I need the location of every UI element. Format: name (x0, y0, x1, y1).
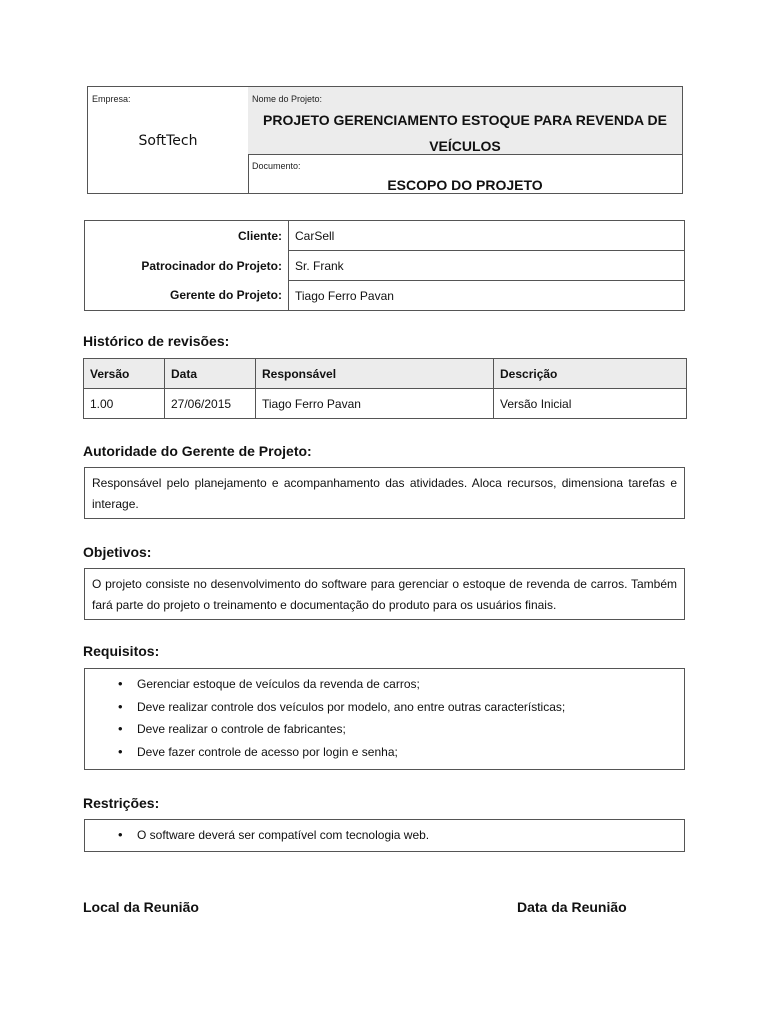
list-item: • Deve realizar o controle de fabricantes; (92, 718, 677, 741)
list-item: • O software deverá ser compatível com tecnologia web. (92, 824, 677, 847)
client-label: Cliente: (85, 221, 289, 251)
authority-text: Responsável pelo planejamento e acompanhamento das atividades. Aloca recursos, dimensiona tarefas e interage. (84, 467, 685, 519)
date-cell: 27/06/2015 (165, 389, 256, 419)
requirements-box (84, 668, 685, 770)
column-header: Versão (84, 359, 165, 389)
restrictions-box (84, 819, 685, 852)
meeting-place-label: Local da Reunião (83, 899, 199, 915)
client-value: CarSell (295, 228, 335, 243)
table-row (84, 389, 687, 419)
manager-value: Tiago Ferro Pavan (289, 281, 685, 311)
column-header: Data (165, 359, 256, 389)
document-label: Documento: (252, 161, 301, 171)
manager-label: Gerente do Projeto: (85, 281, 289, 311)
meeting-date-label: Data da Reunião (517, 899, 627, 915)
objectives-text: O projeto consiste no desenvolvimento do software para gerenciar o estoque de revenda de carros. Também fará parte do projeto o treinamento e documentação do produto para os usuários finais. (84, 568, 685, 620)
authority-heading: Autoridade do Gerente de Projeto: (83, 443, 312, 459)
document-header (87, 86, 683, 194)
client-info-table (84, 220, 685, 311)
restrictions-list (92, 824, 677, 847)
column-header: Descrição (494, 359, 687, 389)
column-header: Responsável (256, 359, 494, 389)
company-cell (88, 87, 249, 193)
list-item: • Gerenciar estoque de veículos da revenda de carros; (92, 673, 677, 696)
list-item: • Deve fazer controle de acesso por login e senha; (92, 741, 677, 764)
company-label: Empresa: (92, 94, 131, 104)
company-name: SoftTech (138, 133, 198, 149)
project-label: Nome do Projeto: (252, 94, 323, 104)
document-name: ESCOPO DO PROJETO (387, 177, 543, 193)
version-cell: 1.00 (84, 389, 165, 419)
project-name-cell (248, 87, 682, 155)
project-cell (248, 87, 682, 193)
revisions-table (83, 358, 687, 419)
project-name: PROJETO GERENCIAMENTO ESTOQUE PARA REVENDA DE VEÍCULOS (263, 112, 667, 154)
list-item: • Deve realizar controle dos veículos por modelo, ano entre outras características; (92, 696, 677, 719)
sponsor-value: Sr. Frank (289, 251, 685, 281)
revisions-header-row (84, 359, 687, 389)
revisions-heading: Histórico de revisões: (83, 333, 230, 349)
sponsor-label: Patrocinador do Projeto: (85, 251, 289, 281)
description-cell: Versão Inicial (494, 389, 687, 419)
restrictions-heading: Restrições: (83, 795, 160, 811)
client-row (85, 221, 685, 251)
manager-row (85, 281, 685, 311)
document-cell (248, 154, 682, 193)
sponsor-row (85, 251, 685, 281)
responsible-cell: Tiago Ferro Pavan (256, 389, 494, 419)
objectives-heading: Objetivos: (83, 544, 152, 560)
requirements-list (92, 673, 677, 763)
requirements-heading: Requisitos: (83, 643, 160, 659)
